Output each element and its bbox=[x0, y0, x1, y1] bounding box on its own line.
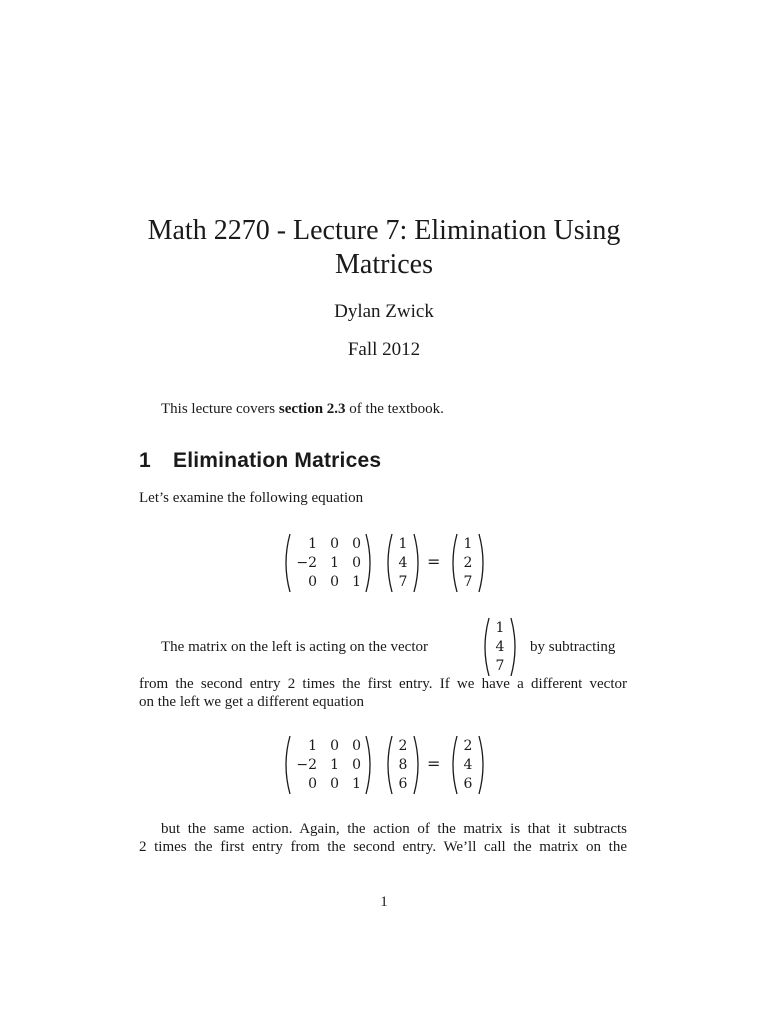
intro-paragraph bbox=[161, 400, 444, 418]
section-number: 1 bbox=[139, 449, 151, 472]
right-paren bbox=[478, 735, 488, 795]
matrix-entry: 0 bbox=[308, 776, 317, 792]
author: Dylan Zwick bbox=[334, 301, 434, 322]
matrix-entry: 0 bbox=[330, 536, 339, 552]
title-line-2: Matrices bbox=[335, 249, 433, 280]
vector-x bbox=[383, 735, 423, 795]
paragraph-3-line-1: but the same action. Again, the action of the matrix is that it subtracts bbox=[161, 821, 627, 837]
vector-b-grid bbox=[458, 535, 478, 592]
right-paren bbox=[413, 533, 423, 593]
left-paren bbox=[448, 533, 458, 593]
matrix-entry: 1 bbox=[352, 776, 361, 792]
paragraph-2-end: by subtracting bbox=[530, 639, 616, 655]
vector-entry: 4 bbox=[463, 757, 473, 773]
vector-entry: 2 bbox=[463, 738, 473, 754]
right-paren bbox=[365, 735, 375, 795]
matrix-entry: 0 bbox=[352, 757, 361, 773]
left-paren bbox=[383, 533, 393, 593]
paragraph-2-start: The matrix on the left is acting on the vector bbox=[161, 639, 428, 655]
matrix-entry: 1 bbox=[308, 738, 317, 754]
vector-entry: 8 bbox=[398, 757, 408, 773]
matrix-entry: −2 bbox=[296, 555, 317, 571]
vector-entry: 4 bbox=[495, 639, 505, 655]
vector-x bbox=[383, 533, 423, 593]
equals-sign: = bbox=[427, 754, 441, 773]
vector-entry: 2 bbox=[463, 555, 473, 571]
vector-entry: 1 bbox=[495, 620, 505, 636]
vector-entry: 2 bbox=[398, 738, 408, 754]
matrix-entry: 0 bbox=[308, 574, 317, 590]
matrix-entry: 0 bbox=[330, 738, 339, 754]
matrix-a-grid bbox=[291, 737, 365, 794]
vector-b bbox=[448, 735, 488, 795]
left-paren bbox=[383, 735, 393, 795]
matrix-entry: 0 bbox=[352, 738, 361, 754]
vector-entry: 7 bbox=[463, 574, 473, 590]
matrix-entry: 0 bbox=[352, 555, 361, 571]
left-paren bbox=[448, 735, 458, 795]
paragraph-2-line-3: on the left we get a different equation bbox=[139, 694, 365, 710]
paragraph-2-line-2: from the second entry 2 times the first entry. If we have a different vector bbox=[139, 676, 627, 692]
vector-entry: 1 bbox=[398, 536, 408, 552]
matrix-entry: 1 bbox=[330, 757, 339, 773]
matrix-a-grid bbox=[291, 535, 365, 592]
paragraph-3-line-2: 2 times the first entry from the second entry. We’ll call the matrix on the bbox=[139, 839, 627, 855]
vector-entry: 6 bbox=[398, 776, 408, 792]
right-paren bbox=[478, 533, 488, 593]
matrix-entry: 1 bbox=[308, 536, 317, 552]
intro-suffix: of the textbook. bbox=[345, 401, 444, 417]
vector-x-grid bbox=[393, 535, 413, 592]
matrix-entry: 0 bbox=[352, 536, 361, 552]
vector-b bbox=[448, 533, 488, 593]
right-paren bbox=[365, 533, 375, 593]
left-paren bbox=[281, 735, 291, 795]
intro-bold: section 2.3 bbox=[278, 401, 346, 417]
equals-sign: = bbox=[427, 552, 441, 571]
date: Fall 2012 bbox=[347, 339, 421, 360]
matrix-entry: 0 bbox=[330, 574, 339, 590]
matrix-entry: 1 bbox=[330, 555, 339, 571]
inline-vector bbox=[480, 617, 520, 677]
title-line-1: Math 2270 - Lecture 7: Elimination Using bbox=[147, 215, 621, 246]
vector-x-grid bbox=[393, 737, 413, 794]
intro-prefix: This lecture covers bbox=[161, 401, 279, 417]
inline-vector-grid bbox=[490, 619, 510, 676]
right-paren bbox=[413, 735, 423, 795]
vector-entry: 4 bbox=[398, 555, 408, 571]
page-number: 1 bbox=[380, 894, 388, 910]
matrix-entry: 1 bbox=[352, 574, 361, 590]
vector-entry: 1 bbox=[463, 536, 473, 552]
left-paren bbox=[480, 617, 490, 677]
vector-entry: 7 bbox=[495, 658, 505, 674]
section-heading bbox=[139, 449, 381, 473]
matrix-entry: 0 bbox=[330, 776, 339, 792]
vector-entry: 7 bbox=[398, 574, 408, 590]
matrix-a bbox=[281, 533, 375, 593]
vector-entry: 6 bbox=[463, 776, 473, 792]
section-title: Elimination Matrices bbox=[173, 449, 382, 472]
matrix-entry: −2 bbox=[296, 757, 317, 773]
right-paren bbox=[510, 617, 520, 677]
matrix-a bbox=[281, 735, 375, 795]
vector-b-grid bbox=[458, 737, 478, 794]
paragraph-1: Let’s examine the following equation bbox=[139, 490, 364, 506]
document-title bbox=[0, 214, 768, 282]
left-paren bbox=[281, 533, 291, 593]
